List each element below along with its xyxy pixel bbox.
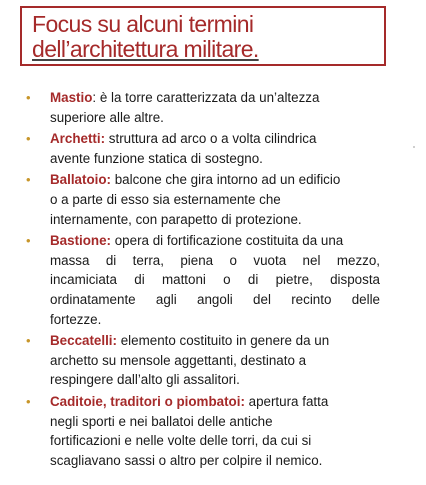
item-line (50, 392, 380, 412)
decorative-dot (413, 146, 415, 148)
item-line: incamiciata di mattoni o di pietre, disposta (50, 272, 380, 288)
definition-text: opera di fortificazione costituita da una (111, 233, 344, 249)
item-line (50, 88, 380, 108)
list-item-ballatoio (20, 170, 380, 229)
definition-text: apertura fatta (244, 393, 329, 409)
item-line (50, 129, 380, 149)
definition-text: : è la torre caratterizzata da un’altezza (92, 90, 320, 105)
bullet-icon: • (26, 233, 31, 249)
term-label: Caditoie, traditori o piombatoi: (50, 393, 245, 409)
list-item-archetti (20, 129, 380, 168)
term-label: Beccatelli: (50, 333, 117, 349)
bullet-icon: • (26, 393, 31, 409)
item-line: scagliavano sassi o altro per colpire il nemico. (50, 452, 323, 468)
list-item-bastione (20, 231, 380, 329)
item-line (50, 170, 380, 190)
term-label: Bastione: (50, 233, 112, 249)
item-line (50, 331, 380, 351)
bullet-icon: • (26, 90, 31, 105)
title-line-1: Focus su alcuni termini (32, 11, 254, 37)
bullet-icon: • (26, 172, 31, 188)
item-line (50, 231, 380, 251)
item-line: internamente, con parapetto di protezione. (50, 211, 302, 227)
list-item-caditoie (20, 392, 380, 470)
item-line: massa di terra, piena o vuota nel mezzo, (50, 252, 380, 268)
item-line: avente funzione statica di sostegno. (50, 150, 263, 166)
bullet-icon: • (26, 333, 31, 349)
term-label: Ballatoio: (50, 172, 112, 188)
term-label: Archetti: (50, 131, 106, 147)
item-line: archetto su mensole aggettanti, destinato a (50, 352, 307, 368)
bullet-list (20, 88, 380, 472)
title-line-2: dell’architettura militare. (32, 36, 259, 62)
definition-text: elemento costituito in genere da un (117, 333, 330, 349)
item-line: respingere dall’alto gli assalitori. (50, 372, 240, 388)
item-line: o a parte di esso sia esternamente che (50, 191, 281, 207)
definition-text: balcone che gira intorno ad un edificio (111, 172, 341, 188)
item-line: fortezze. (50, 311, 102, 327)
list-item-beccatelli (20, 331, 380, 390)
definition-text: struttura ad arco o a volta cilindrica (105, 131, 317, 147)
bullet-icon: • (26, 131, 31, 147)
item-line: fortificazioni e nelle volte delle torri, da cui si (50, 433, 312, 449)
item-line: negli sporti e nei ballatoi delle antiche (50, 413, 273, 429)
item-line: ordinatamente agli angoli del recinto delle (50, 291, 380, 307)
term-label: Mastio (50, 90, 93, 105)
list-item-mastio (20, 88, 380, 127)
item-line: superiore alle altre. (50, 109, 164, 125)
title-box (20, 6, 386, 66)
